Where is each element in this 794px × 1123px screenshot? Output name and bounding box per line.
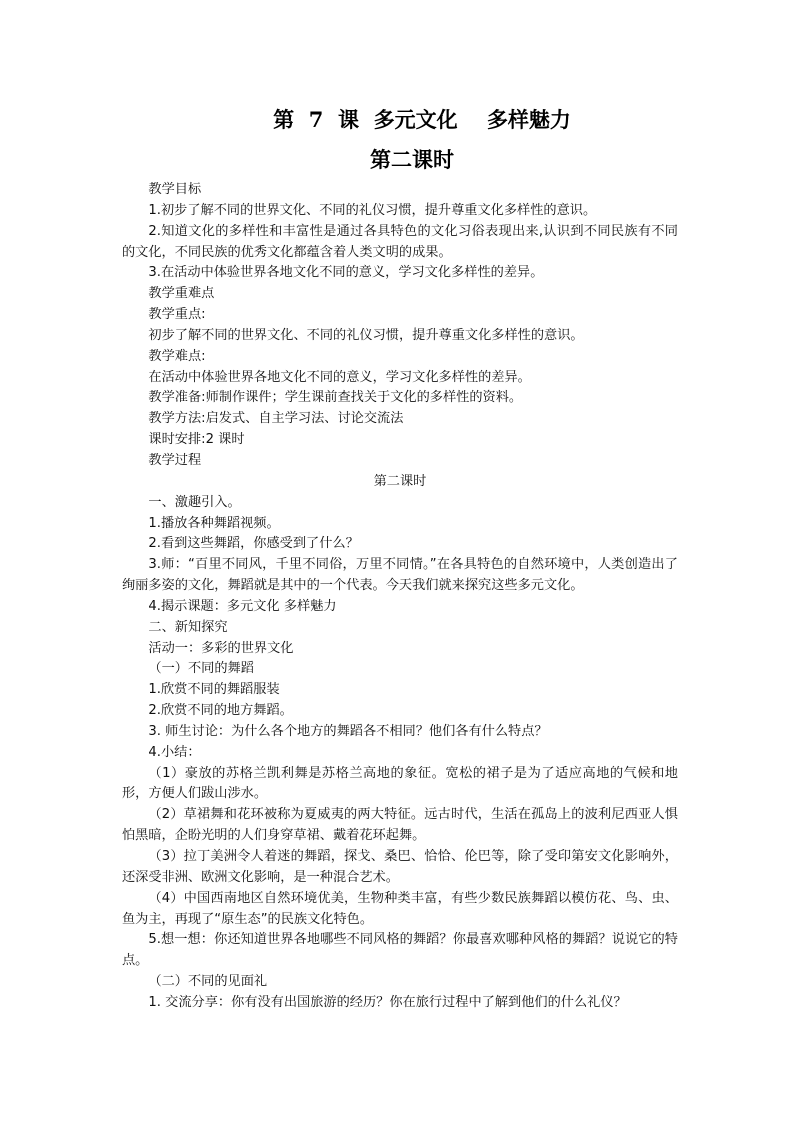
lesson-title: 第 7 课 多元文化 多样魅力 [273, 107, 571, 132]
summary-item: （3）拉丁美洲令人着迷的舞蹈，探戈、桑巴、恰恰、伦巴等，除了受印第安文化影响外，还深受非洲、欧洲文化影响，是一种混合艺术。 [122, 849, 678, 885]
class-arrangement: 课时安排:2 课时 [148, 432, 245, 448]
heading-teaching-goals: 教学目标 [148, 182, 202, 197]
step-item: 1.播放各种舞蹈视频。 [148, 515, 280, 531]
sub-section-heading: （一）不同的舞蹈 [148, 661, 254, 677]
section-heading: 二、新知探究 [148, 619, 228, 635]
label-key-point: 教学重点: [148, 307, 206, 323]
sub-section-heading: （二）不同的见面礼 [148, 974, 268, 990]
step-item: 3.师：“百里不同风，千里不同俗，万里不同情。”在各具特色的自然环境中，人类创造出了绚丽多姿的文化，舞蹈就是其中的一个代表。今天我们就来探究这些多元文化。 [122, 557, 678, 594]
difficult-point-text: 在活动中体验世界各地文化不同的意义，学习文化多样性的差异。 [148, 369, 531, 385]
heading-teaching-process: 教学过程 [148, 452, 202, 468]
step-item: 2.看到这些舞蹈，你感受到了什么？ [148, 536, 359, 552]
goal-item: 1.初步了解不同的世界文化、不同的礼仪习惯，提升尊重文化多样性的意识。 [148, 202, 597, 218]
subheading-second-period: 第二课时 [373, 473, 427, 489]
goal-item: 2.知道文化的多样性和丰富性是通过各具特色的文化习俗表现出来,认识到不同民族有不同的文化，不同民族的优秀文化都蕴含着人类文明的成果。 [122, 223, 678, 260]
step-item: 1.欣赏不同的舞蹈服装 [148, 682, 280, 698]
label-difficult-point: 教学难点: [148, 348, 206, 364]
goal-item: 3.在活动中体验世界各地文化不同的意义，学习文化多样性的差异。 [148, 265, 544, 281]
step-item: 4.揭示课题：多元文化 多样魅力 [148, 598, 337, 614]
period-title: 第二课时 [370, 147, 454, 172]
document-body [122, 180, 678, 1014]
heading-key-difficult-points: 教学重难点 [148, 286, 215, 302]
summary-item: （4）中国西南地区自然环境优美，生物种类丰富，有些少数民族舞蹈以模仿花、鸟、虫、鱼为主，再现了“原生态”的民族文化特色。 [122, 890, 678, 927]
step-item: 1. 交流分享：你有没有出国旅游的经历？你在旅行过程中了解到他们的什么礼仪？ [148, 994, 627, 1010]
summary-item: （2）草裙舞和花环被称为夏威夷的两大特征。远古时代，生活在孤岛上的波利尼西亚人惧怕黑暗，企盼光明的人们身穿草裙、戴着花环起舞。 [122, 807, 678, 844]
teaching-preparation: 教学准备:师制作课件；学生课前查找关于文化的多样性的资料。 [148, 390, 523, 406]
teaching-method: 教学方法:启发式、自主学习法、讨论交流法 [148, 411, 404, 427]
step-item: 2.欣赏不同的地方舞蹈。 [148, 703, 293, 719]
step-item: 5.想一想：你还知道世界各地哪些不同风格的舞蹈？你最喜欢哪种风格的舞蹈？说说它的特点。 [122, 932, 678, 969]
step-item: 3. 师生讨论：为什么各个地方的舞蹈各不相同？他们各有什么特点？ [148, 723, 548, 739]
summary-item: （1）豪放的苏格兰凯利舞是苏格兰高地的象征。宽松的裙子是为了适应高地的气候和地形，方便人们跋山涉水。 [122, 765, 678, 802]
key-point-text: 初步了解不同的世界文化、不同的礼仪习惯，提升尊重文化多样性的意识。 [148, 327, 584, 343]
step-item: 4.小结： [148, 744, 201, 760]
section-heading: 一、激趣引入。 [148, 494, 241, 510]
activity-heading: 活动一：多彩的世界文化 [148, 640, 294, 656]
